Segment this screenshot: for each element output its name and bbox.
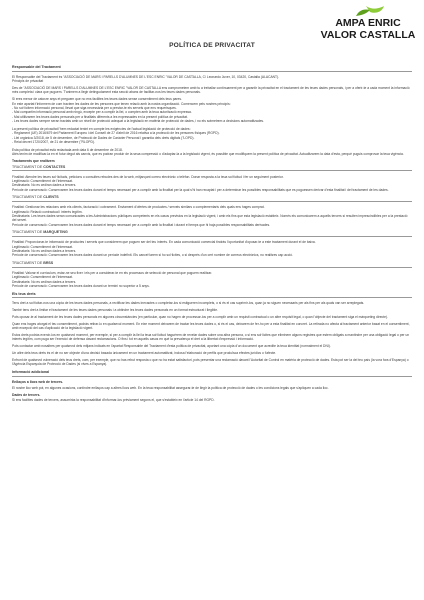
rights-paragraph: Quan ens hages atorgat el teu consentiment, podràs retirar-lo en qualsevol moment. En eixe moment deixarem de tractar les teues dades o, si és el cas, deixarem de fer-ho per a esta finalitat en concret. La retirada no afecta al tractament anterior basat en el consentiment, amb excepció del cas d'aplicació de la legislació vigent. bbox=[12, 321, 410, 331]
page-title: POLÍTICA DE PRIVACITAT bbox=[169, 42, 255, 49]
list-item: - Les teues dades sempre seran tractats amb un nivell de protecció adequat a la legislació en matèria de protecció de dades, i no els sotmetrem a decisions automatitzades. bbox=[12, 119, 264, 124]
treatment-line: Legitimació: Consentiment de l'interessat. bbox=[12, 179, 73, 184]
legislation-list bbox=[12, 131, 412, 144]
rights-paragraph: També tens dret a limitar el tractament de les teues dades personals i a obtindre les teues dades personals en un format estructurat i llegible. bbox=[12, 308, 218, 313]
minors-paragraph: Si eres menor de catorze anys et preguem que no ens facilites les teues dades sense consentiment dels teus pares. bbox=[12, 97, 182, 102]
third-party-data-heading: Dades de tercers. bbox=[12, 393, 41, 398]
logo-line2: VALOR CASTALLA bbox=[320, 29, 416, 41]
leaf-icon bbox=[356, 6, 384, 16]
treatment-line: Finalitat: Valorar el currículum, estar-ne seu fixer i els per a considerar-te en els processos de selecció de personal que poguem realitzar. bbox=[12, 270, 213, 275]
treatment-line: Legitimació: Consentiment de l'interessat. bbox=[12, 244, 73, 249]
third-party-links-text: El nostre lloc web pot, en algunes ocasions, contindre enllaços cap a altres llocs web. En la teua responsabilitat assegurar-te de llegir la política de protecció de dades o les condicions legals que s'apliquen a cada lloc. bbox=[12, 385, 329, 390]
treatment-clients bbox=[12, 195, 412, 227]
section-divider bbox=[12, 170, 412, 171]
treatment-line: Finalitat: Gestionar les relacions amb els clients, facturació i cobrament. Enviament d'ofertes de productes / serveis similars o complementaris dels quals ens hages comprat. bbox=[12, 205, 265, 210]
treatment-line: Període de conservació: Conservarem les teues dades durant un període indefinit. Els cancel·larem si ho sol·licites, o si després d'un cert nombre de correus electrònics, no realitzes cap acció. bbox=[12, 253, 293, 258]
list-item: - Llei orgànica 3/2018, de 5 de desembre, de Protecció de Dades de Caràcter Personal i garantia dels drets digitals ("LOPD). bbox=[12, 135, 195, 140]
principles-intro: En este apartat t'informem de com tractem les dades de les persones que tenen relació amb la nostra organització. Comencem pels nostres principis: bbox=[12, 101, 231, 106]
section-divider bbox=[12, 236, 412, 237]
treatment-line: Període de conservació: Conservarem les teues dades durant el temps necessari per a complir amb la finalitat i durant el temps que hi haja possibles responsabilitats derivades. bbox=[12, 222, 271, 227]
treatments-heading: Tractaments que realitzem bbox=[12, 159, 55, 164]
treatment-title: TRACTAMENT DE CONTACTES bbox=[12, 164, 66, 169]
treatment-line: Legitimació: Relació contractual i interès legítim. bbox=[12, 209, 83, 214]
rights-paragraph: Pots oposar-te al tractament de les teues dades personals en algunes circumstàncies (en particular, quan no hagen de processar-los per a complir amb un requisit contractual o un altre requisit legal, o quan l'objecte del tractament siga el màrqueting directe). bbox=[12, 314, 388, 319]
section-divider bbox=[12, 201, 412, 202]
treatment-line: Període de conservació: Conservarem les teues dades durant el temps necessari per a complir amb la finalitat per la qual s'hi han recaptat i per a determinar les possibles responsabilitats que es poguessen derivar d'esta finalitat i del tractament de les dades. bbox=[12, 187, 389, 192]
section-heading-additional: Informació addicional bbox=[12, 370, 50, 375]
principles-label: Principis de privacitat bbox=[12, 79, 44, 84]
third-party-data-text: Si ens facilites dades de tercers, assumiràs la responsabilitat d'informar-los prèviament segons el, que s'estableix en l'article 14 del RGPD. bbox=[12, 398, 215, 403]
principles-list bbox=[12, 106, 412, 124]
rights-paragraph: Tens dret a sol·licitar-nos una còpia de les teues dades personals, a rectificar les dades inexactes o completar-los si estigueren incomplets, o si és el cas suprimir-los, quan ja no siguen necessaris per als fins per als quals van ser arreplegats. bbox=[12, 301, 365, 306]
treatment-title: TRACTAMENT DE CLIENTS bbox=[12, 195, 59, 200]
treatment-line: Destinataris: No es cediran dades a tercers. bbox=[12, 183, 77, 188]
policy-update-note: Atès tenim de modificar-la en el futur degut als canvis, que es podran produir de la seua compressió o d'adaptar-la a la legislació vigent, és possible que modifiquem la present política de privacitat. Actualitzarem la data d'esta, perquè puguis comprovar la teua vigència. bbox=[12, 152, 404, 157]
logo-line1: AMPA ENRIC bbox=[335, 17, 401, 29]
treatment-marketing bbox=[12, 230, 412, 257]
section-divider bbox=[12, 297, 412, 298]
treatment-title: TRACTAMENT DE BRSS bbox=[12, 261, 54, 266]
treatment-line: Destinataris: No es cediran dades a tercers. bbox=[12, 279, 77, 284]
list-item: - No sol·licitem informació personal, llevat que siga necessària per a prestar-te els serveis que ens requerisques. bbox=[12, 106, 177, 110]
rights-paragraph: Un altre dels teus drets és el de no ser objecte d'una decisió basada únicament en un tractament automatitzat, inclosa l'elaboració de perfils que produïsca efectes jurídics o t'afecte. bbox=[12, 350, 277, 355]
list-item: - Mai utilitzarem les teues dades personals per a finalitats diferents a les expressades en la present política de privacitat. bbox=[12, 114, 188, 119]
treatment-line: Destinataris: No es cediran dades a tercers. bbox=[12, 249, 77, 254]
list-item: - Reglament (UE) 2016/679 del Parlament Europeu i del Consell de 27 d'abril de 2016 relativa a la protecció de les persones físiques (RGPD). bbox=[12, 131, 220, 136]
rights-paragraph: Estos drets podràs exercir-los en qualsevol moment, per exemple, si per a complir la llei la teua sol·licitud haguérem de revelar dades sobre una altra persona, o si ens sol·licites que eliminem alguns registres que estem obligats a mantindre per una obligació legal o per un interès legítim, com puga ser l'exercici de defensa davant reclamacions. O fins i tot en aquells casos en què la prevalença el dret a la llibertat d'expressió i informació. bbox=[12, 332, 410, 342]
list-item: - Mai compartim informació personal amb ningú, excepte per a complir la llei, o compten amb la teua autorització expressa. bbox=[12, 110, 192, 115]
treatment-line: Període de conservació: Conservarem les teues dades durant un termini no superior a 5 anys. bbox=[12, 284, 150, 289]
treatment-line: Destinataris: Les teues dades seran comunicades a les Administracions públiques competents en els casos previstos en la legislació vigent, i amb els fins que esta legislació estableix. Només els comunicarem a aquells tercers si resulten imprescindibles per a la prestació del servei. bbox=[12, 214, 408, 223]
policy-date: Esta política de privacitat està redactada amb data 6 de desembre de 2018. bbox=[12, 147, 123, 152]
treatment-contacts bbox=[12, 165, 412, 192]
treatment-brss bbox=[12, 261, 412, 288]
treatment-title: TRACTAMENT DE MARQUETING bbox=[12, 230, 68, 235]
list-item: - Reial decret 1720/2007, de 21 de desembre ("RLOPD). bbox=[12, 140, 95, 145]
section-heading-rights: Els teus drets bbox=[12, 291, 36, 296]
treatment-line: Finalitat: Atendre les teues sol·licituds, peticions o consultes rebudes des de la web, mitjançant correu electrònic o telèfon. Donar resposta a la teua sol·licitud i fer un seguiment posterior. bbox=[12, 174, 284, 179]
section-heading-responsable: Responsable del Tractament bbox=[12, 65, 61, 69]
rights-paragraph: Pots contactar amb nosaltres per qualsevol dels mitjans indicats en l'apartat Responsable del Tractament d'esta política de privacitat, aportant una còpia d'un document que acredite la teua identitat (normalment el DNI). bbox=[12, 344, 331, 349]
section-divider bbox=[12, 376, 412, 377]
third-party-links-heading: Enllaços a llocs web de tercers. bbox=[12, 380, 64, 385]
responsable-text: El Responsable del Tractament és "ASSOCIACIÓ DE MARS I PARELLS D'ALUMNES DE L'ESC ENRIC "VALOR DE CASTALLA, C/ Leonardo Juver, 10, 03420, Castalla (ALACANT). bbox=[12, 74, 280, 79]
treatment-line: Legitimació: Consentiment de l'interessat. bbox=[12, 275, 73, 280]
commitment-paragraph: Des de "ASSOCIACIÓ DE MARS I PARELLS D'ALUMNES DE L'ESC ENRIC "VALOR DE CASTALLA ens comprometem amb tu a treballar contínuament per a garantir la privacitat en el tractament de les teues dades personals, i per a oferir-te a cada moment la informació més completa i clara que puguem. T'animem a llegir detingudament esta secció abans de facilitar-nos les teues dades personals. bbox=[12, 85, 410, 95]
treatment-line: Finalitat: Proporcionar-te informació de productes i serveis que considerem que poguen ser del teu interès. En cada comunicació comercial tindràs l'oportunitat d'oposar-te a este tractament durant el de baixa. bbox=[12, 240, 316, 245]
policy-content bbox=[12, 42, 412, 405]
section-divider bbox=[12, 71, 412, 72]
legislation-intro: La present política de privacitat l'hem redactat tenint en compte les exigències de l'actual legislació de protecció de dades: bbox=[12, 126, 191, 131]
section-divider bbox=[12, 267, 412, 268]
rights-paragraph: Enfront de qualsevol vulneració dels teus drets, com, per exemple, que no has rebut resposta o que no ha estat satisfactori, pots presentar una reclamació davant l'Autoritat de Control en matèria de protecció de dades. Esta pot ser la del teu país (la vora fora d'Espanya) o l'Agència Espanyola de Protecció de Dades (si vives a Espanya). bbox=[12, 357, 409, 367]
